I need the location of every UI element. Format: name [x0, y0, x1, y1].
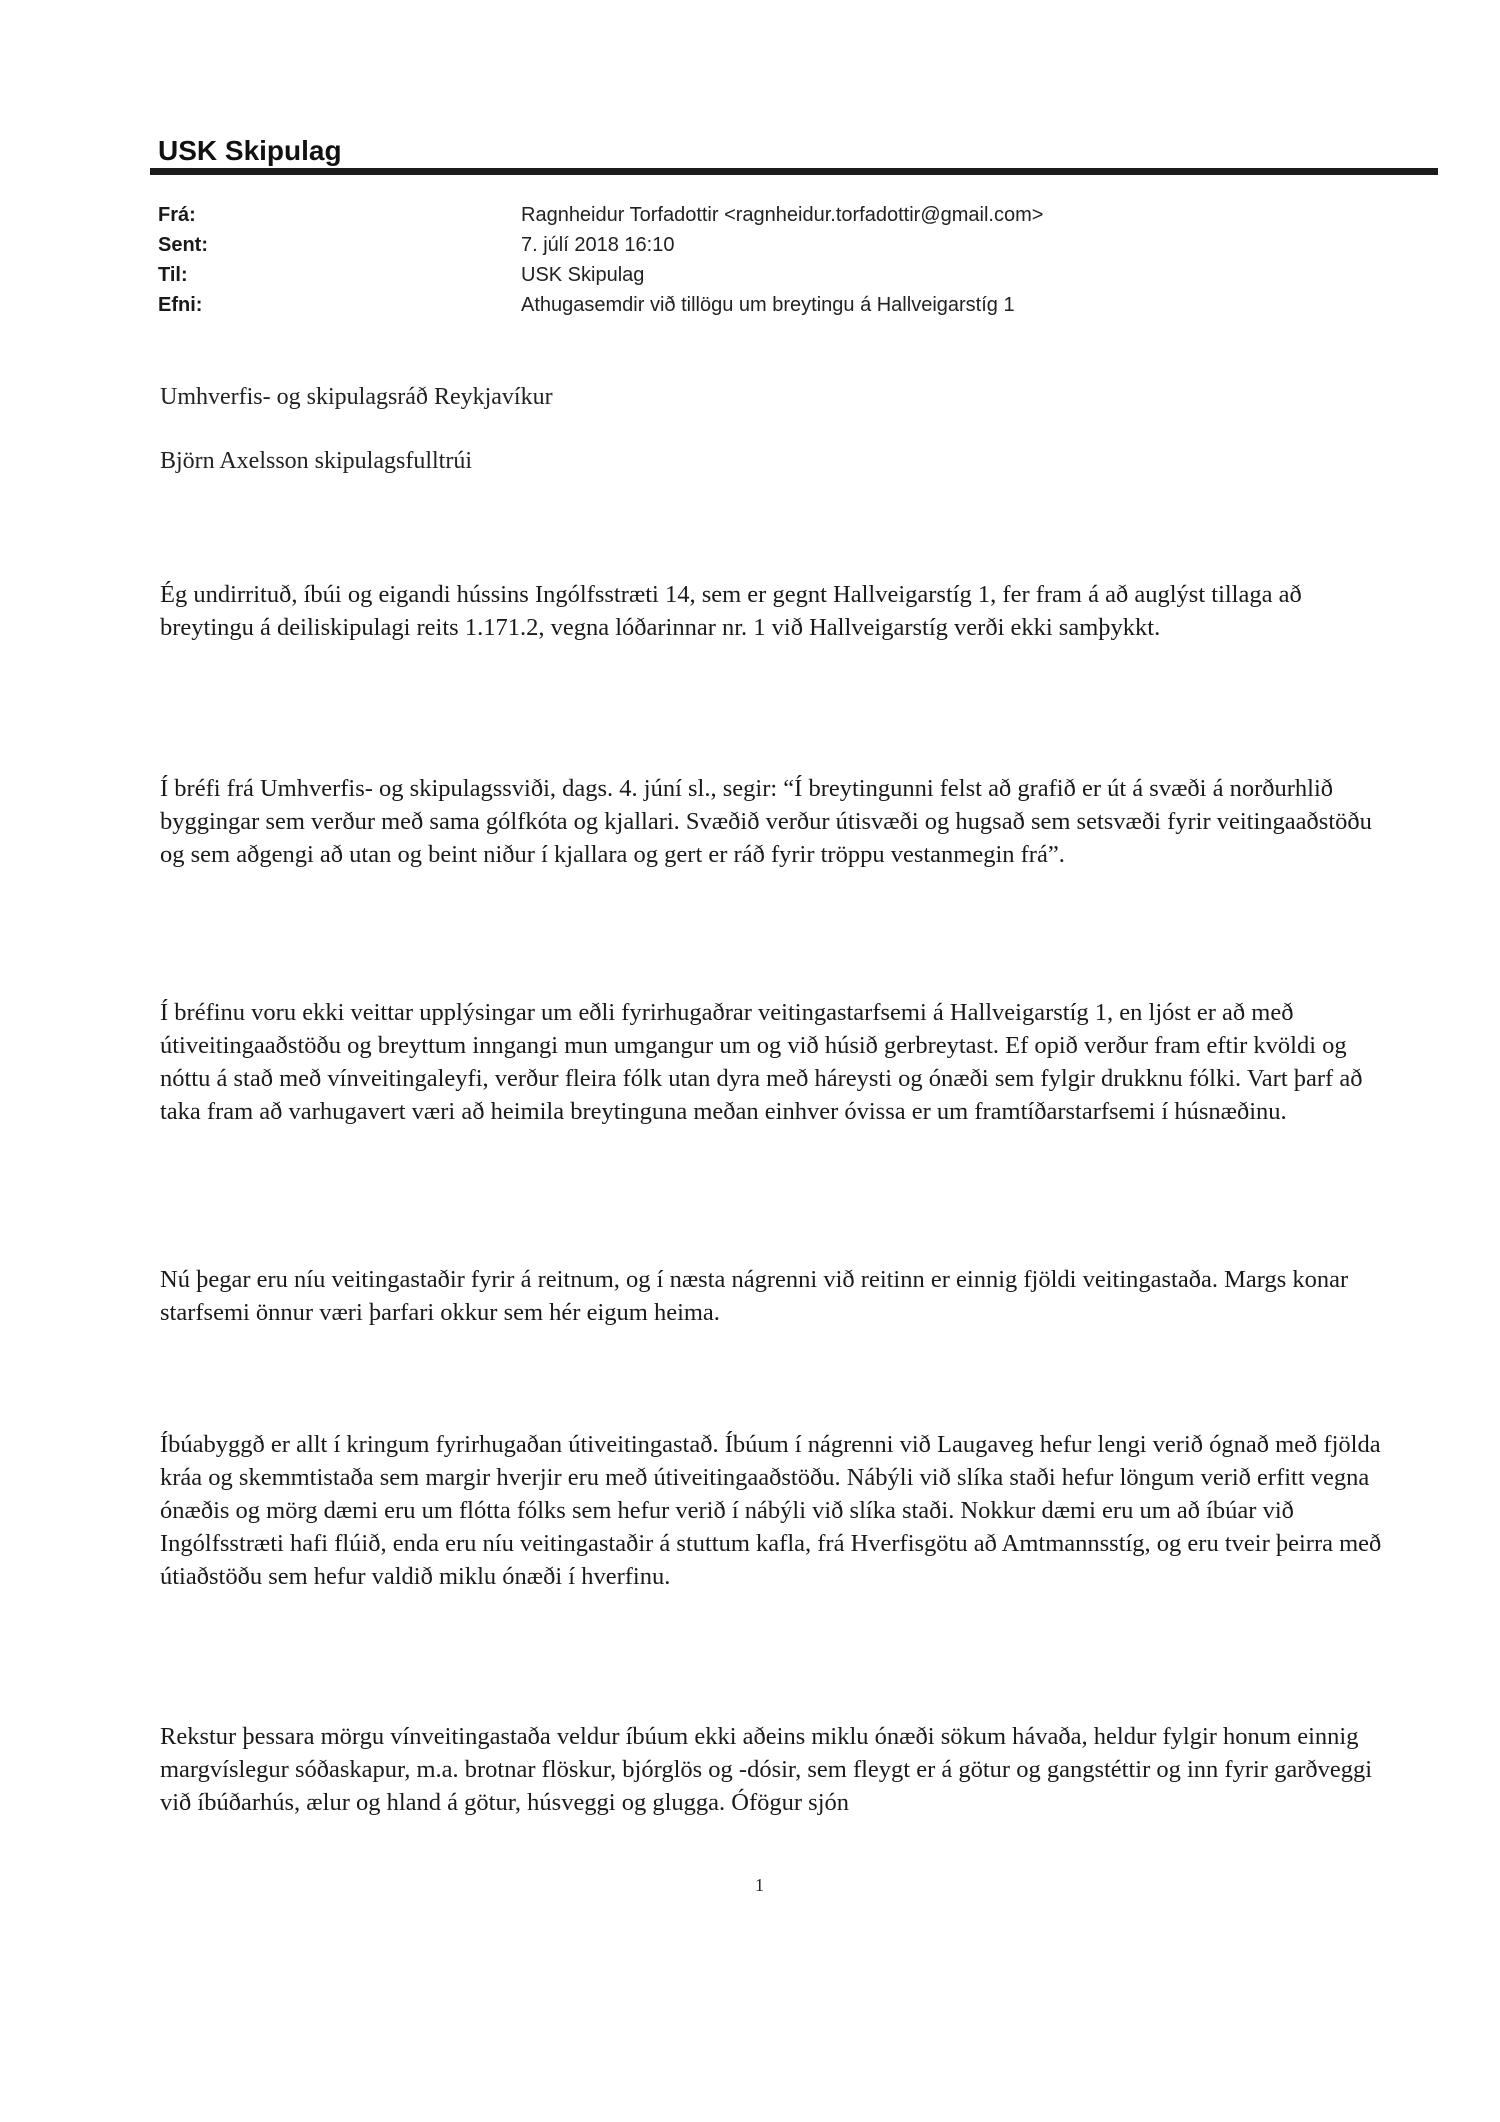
paragraph-1: Ég undirrituð, íbúi og eigandi hússins Ingólfsstræti 14, sem er gegnt Hallveigarstíg 1, fer fram á að auglýst tillaga að breytingu á deiliskipulagi reits 1.171.2, vegna lóðarinnar nr. 1 við Hallveigarstíg verði ekki samþykkt. [160, 581, 1302, 641]
paragraph-6: Rekstur þessara mörgu vínveitingastaða veldur íbúum ekki aðeins miklu ónæði sökum hávaða, heldur fylgir honum einnig margvíslegur sóðaskapur, m.a. brotnar flöskur, bjórglös og -dósir, sem fleygt er á götur og gangstéttir og inn fyrir garðveggi við íbúðarhús, ælur og hland á götur, húsveggi og glugga. Ófögur sjón [160, 1723, 1373, 1816]
header-value-subject: Athugasemdir við tillögu um breytingu á Hallveigarstíg 1 [521, 294, 1015, 316]
header-row-sent [158, 230, 1258, 260]
header-value-from: Ragnheidur Torfadottir <ragnheidur.torfadottir@gmail.com> [521, 204, 1044, 226]
header-label-from: Frá: [158, 204, 196, 226]
header-row-from [158, 200, 1258, 230]
official-line: Björn Axelsson skipulagsfulltrúi [160, 448, 472, 474]
paragraph-2: Í bréfi frá Umhverfis- og skipulagssviði, dags. 4. júní sl., segir: “Í breytingunni felst að grafið er út á svæði á norðurhlið byggingar sem verður með sama gólfkóta og kjallari. Svæðið verður útisvæði og hugsað sem setsvæði fyrir veitingaaðstöðu og sem aðgengi að utan og beint niður í kjallara og gert er ráð fyrir tröppu vestanmegin frá”. [160, 775, 1372, 868]
header-row-subject [158, 290, 1258, 320]
recipient-line: Umhverfis- og skipulagsráð Reykjavíkur [160, 384, 553, 410]
email-headers [158, 200, 1258, 320]
email-title: USK Skipulag [158, 135, 342, 166]
header-row-to [158, 260, 1258, 290]
header-label-sent: Sent: [158, 234, 208, 256]
header-value-to: USK Skipulag [521, 264, 645, 286]
header-label-subject: Efni: [158, 294, 203, 316]
page-number: 1 [755, 1875, 764, 1895]
title-divider [150, 168, 1438, 175]
paragraph-5: Íbúabyggð er allt í kringum fyrirhugaðan útiveitingastað. Íbúum í nágrenni við Laugaveg hefur lengi verið ógnað með fjölda kráa og skemmtistaða sem margir hverjir eru með útiveitingaaðstöðu. Nábýli við slíka staði hefur löngum verið erfitt vegna ónæðis og mörg dæmi eru um flótta fólks sem hefur verið í nábýli við slíka staði. Nokkur dæmi eru um að íbúar við Ingólfsstræti hafi flúið, enda eru níu veitingastaðir á stuttum kafla, frá Hverfisgötu að Amtmannsstíg, og eru tveir þeirra með útiaðstöðu sem hefur valdið miklu ónæði í hverfinu. [160, 1431, 1382, 1590]
paragraph-4: Nú þegar eru níu veitingastaðir fyrir á reitnum, og í næsta nágrenni við reitinn er einnig fjöldi veitingastaða. Margs konar starfsemi önnur væri þarfari okkur sem hér eigum heima. [160, 1266, 1349, 1326]
header-label-to: Til: [158, 264, 188, 286]
header-value-sent: 7. júlí 2018 16:10 [521, 234, 675, 256]
paragraph-3: Í bréfinu voru ekki veittar upplýsingar um eðli fyrirhugaðrar veitingastarfsemi á Hallveigarstíg 1, en ljóst er að með útiveitingaaðstöðu og breyttum inngangi mun umgangur um og við húsið gerbreytast. Ef opið verður fram eftir kvöldi og nóttu á stað með vínveitingaleyfi, verður fleira fólk utan dyra með háreysti og ónæði sem fylgir drukknu fólki. Vart þarf að taka fram að varhugavert væri að heimila breytinguna meðan einhver óvissa er um framtíðarstarfsemi í húsnæðinu. [160, 999, 1363, 1125]
